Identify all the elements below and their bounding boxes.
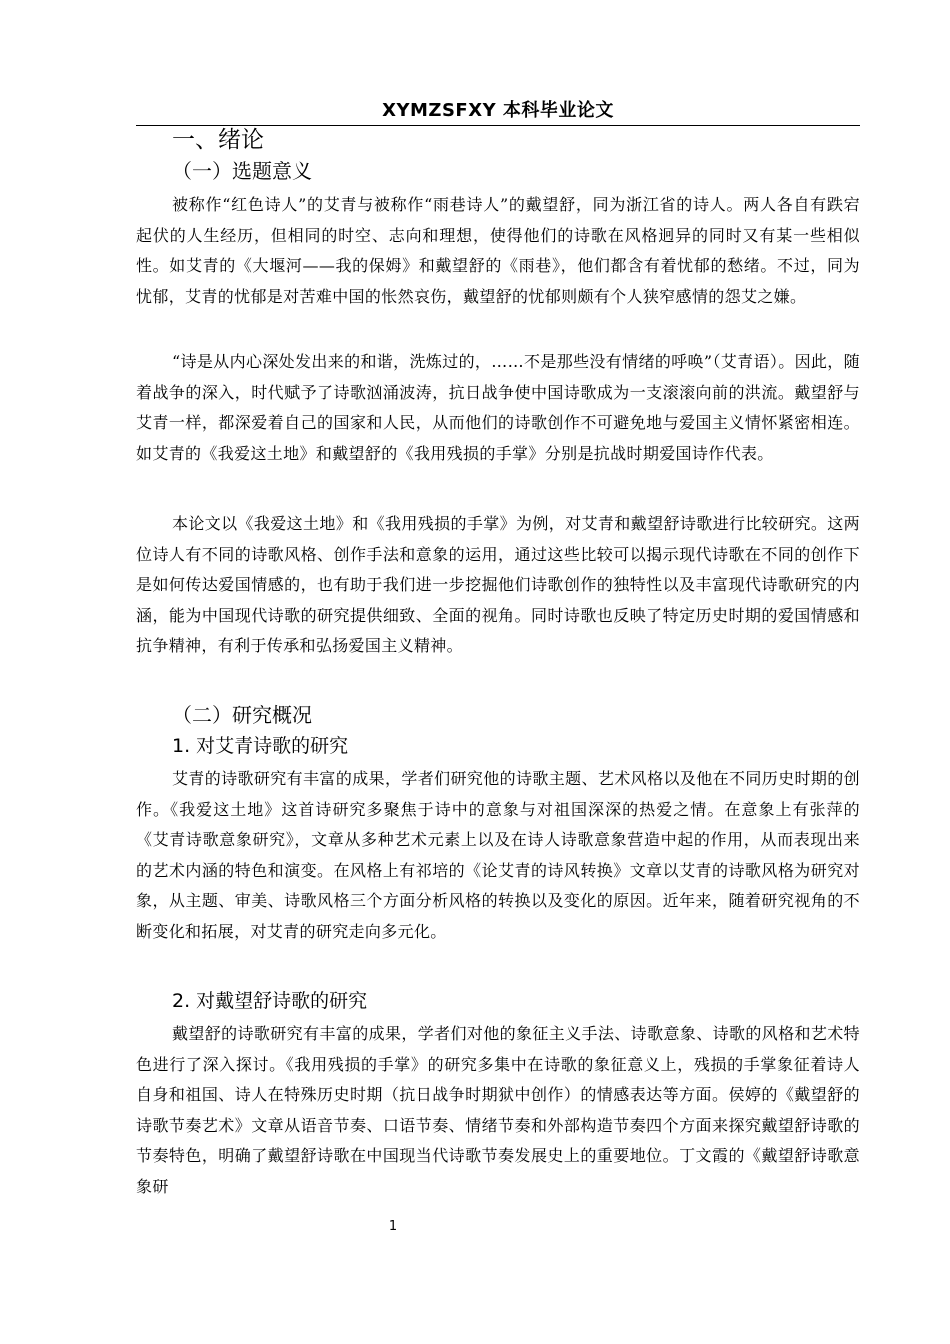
section-heading: （二）研究概况 <box>172 703 312 727</box>
paragraph: “诗是从内心深处发出来的和谐，洗炼过的，……不是那些没有情绪的呼唤”（艾青语）。因此，随着战争的深入，时代赋予了诗歌汹涌波涛，抗日战争使中国诗歌成为一支滚滚向前的洪流。戴望舒与艾青一样，都深爱着自己的国家和人民，从而他们的诗歌创作不可避免地与爱国主义情怀紧密相连。如艾青的《我爱这土地》和戴望舒的《我用残损的手掌》分别是抗战时期爱国诗作代表。 <box>136 352 860 463</box>
subsection-heading: 1. 对艾青诗歌的研究 <box>172 735 349 757</box>
paragraph: 被称作“红色诗人”的艾青与被称作“雨巷诗人”的戴望舒，同为浙江省的诗人。两人各自有跌宕起伏的人生经历，但相同的时空、志向和理想，使得他们的诗歌在风格迥异的同时又有某一些相似性。如艾青的《大堰河——我的保姆》和戴望舒的《雨巷》，他们都含有着忧郁的愁绪。不过，同为忧郁，艾青的忧郁是对苦难中国的怅然哀伤，戴望舒的忧郁则颇有个人狭窄感情的怨艾之嫌。 <box>136 195 860 306</box>
paragraph: 本论文以《我爱这土地》和《我用残损的手掌》为例，对艾青和戴望舒诗歌进行比较研究。这两位诗人有不同的诗歌风格、创作手法和意象的运用，通过这些比较可以揭示现代诗歌在不同的创作下是如何传达爱国情感的，也有助于我们进一步挖掘他们诗歌创作的独特性以及丰富现代诗歌研究的内涵，能为中国现代诗歌的研究提供细致、全面的视角。同时诗歌也反映了特定历史时期的爱国情感和抗争精神，有利于传承和弘扬爱国主义精神。 <box>136 514 860 655</box>
subsection-heading: 2. 对戴望舒诗歌的研究 <box>172 990 368 1012</box>
paragraph: 艾青的诗歌研究有丰富的成果，学者们研究他的诗歌主题、艺术风格以及他在不同历史时期的创作。《我爱这土地》这首诗研究多聚焦于诗中的意象与对祖国深深的热爱之情。在意象上有张萍的《艾青诗歌意象研究》，文章从多种艺术元素上以及在诗人诗歌意象营造中起的作用，从而表现出来的艺术内涵的特色和演变。在风格上有祁培的《论艾青的诗风转换》文章以艾青的诗歌风格为研究对象，从主题、审美、诗歌风格三个方面分析风格的转换以及变化的原因。近年来，随着研究视角的不断变化和拓展，对艾青的研究走向多元化。 <box>136 769 860 941</box>
section-heading: （一）选题意义 <box>172 159 312 183</box>
page-number: 1 <box>388 1219 398 1234</box>
chapter-title: 一、绪论 <box>172 127 264 153</box>
paragraph: 戴望舒的诗歌研究有丰富的成果，学者们对他的象征主义手法、诗歌意象、诗歌的风格和艺术特色进行了深入探讨。《我用残损的手掌》的研究多集中在诗歌的象征意义上，残损的手掌象征着诗人自身和祖国、诗人在特殊历史时期（抗日战争时期狱中创作）的情感表达等方面。侯婷的《戴望舒的诗歌节奏艺术》文章从语音节奏、口语节奏、情绪节奏和外部构造节奏四个方面来探究戴望舒诗歌的节奏特色，明确了戴望舒诗歌在中国现当代诗歌节奏发展史上的重要地位。丁文霞的《戴望舒诗歌意象研 <box>136 1024 860 1196</box>
running-header: XYMZSFXY 本科毕业论文 <box>382 100 614 121</box>
